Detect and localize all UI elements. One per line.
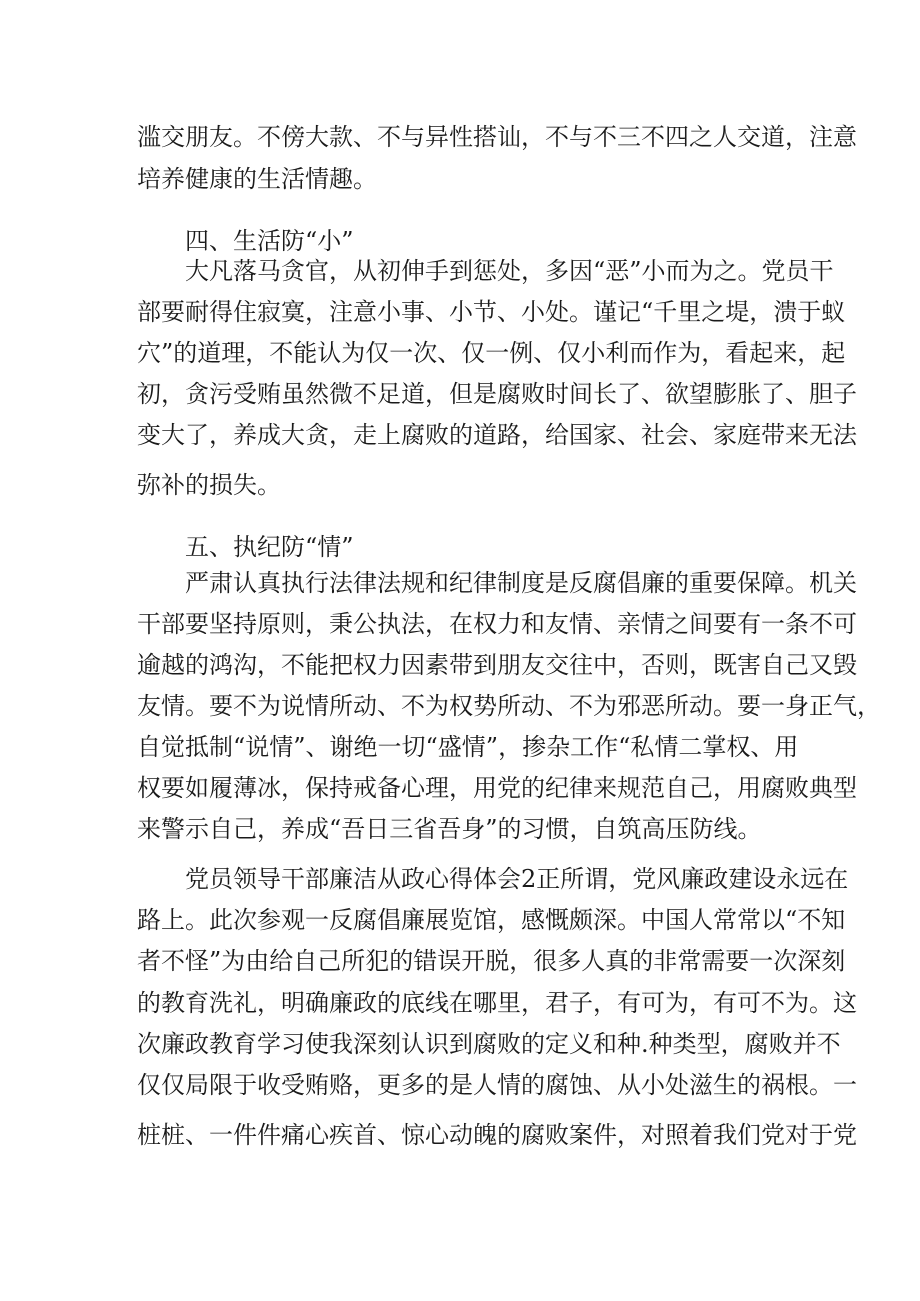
paragraph-first-line: 党员领导干部廉洁从政心得体会2正所谓，党风廉政建设永远在: [185, 865, 849, 893]
section-heading: 四、生活防“小”: [185, 227, 354, 255]
text-line: 自觉抵制“说情”、谢绝一切“盛情”，掺杂工作“私情二掌权、用: [137, 733, 799, 761]
text-line: 干部要坚持原则，秉公执法，在权力和友情、亲情之间要有一条不可: [137, 610, 857, 638]
text-line: 滥交朋友。不傍大款、不与异性搭讪，不与不三不四之人交道，注意: [137, 123, 857, 151]
text-line: 者不怪”为由给自己所犯的错误开脱，很多人真的非常需要一次深刻: [137, 947, 846, 975]
text-line: 穴”的道理，不能认为仅一次、仅一例、仅小利而作为，看起来，起: [137, 339, 846, 367]
text-line: 逾越的鸿沟，不能把权力因素带到朋友交往中，否则，既害自己又毁: [137, 651, 857, 679]
text-line: 次廉政教育学习使我深刻认识到腐败的定义和种.种类型，腐败并不: [137, 1030, 841, 1058]
text-line: 权要如履薄冰，保持戒备心理，用党的纪律来规范自己，用腐败典型: [137, 774, 857, 802]
text-line: 的教育洗礼，明确廉政的底线在哪里，君子，有可为，有可不为。这: [137, 989, 857, 1017]
text-line: 友情。要不为说情所动、不为权势所动、不为邪恶所动。要一身正气，: [137, 692, 881, 720]
text-line: 培养健康的生活情趣。: [137, 165, 377, 193]
text-line: 弥补的损失。: [137, 471, 281, 499]
text-line: 来警示自己，养成“吾日三省吾身”的习惯，自筑高压防线。: [137, 815, 762, 843]
text-line: 桩桩、一件件痛心疾首、惊心动魄的腐败案件，对照着我们党对于党: [137, 1121, 857, 1149]
text-line: 变大了，养成大贪，走上腐败的道路，给国家、社会、家庭带来无法: [137, 421, 857, 449]
paragraph-first-line: 严肃认真执行法律法规和纪律制度是反腐倡廉的重要保障。机关: [185, 569, 857, 597]
section-heading: 五、执纪防“情”: [185, 533, 354, 561]
text-line: 路上。此次参观一反腐倡廉展览馆，感慨颇深。中国人常常以“不知: [137, 906, 846, 934]
paragraph-first-line: 大凡落马贪官，从初伸手到惩处，多因“恶”小而为之。党员干: [185, 257, 834, 285]
text-line: 部要耐得住寂寞，注意小事、小节、小处。谨记“千里之堤，溃于蚁: [137, 298, 846, 326]
text-line: 初，贪污受贿虽然微不足道，但是腐败时间长了、欲望膨胀了、胆子: [137, 380, 857, 408]
text-line: 仅仅局限于收受贿赂，更多的是人情的腐蚀、从小处滋生的祸根。一: [137, 1071, 857, 1099]
